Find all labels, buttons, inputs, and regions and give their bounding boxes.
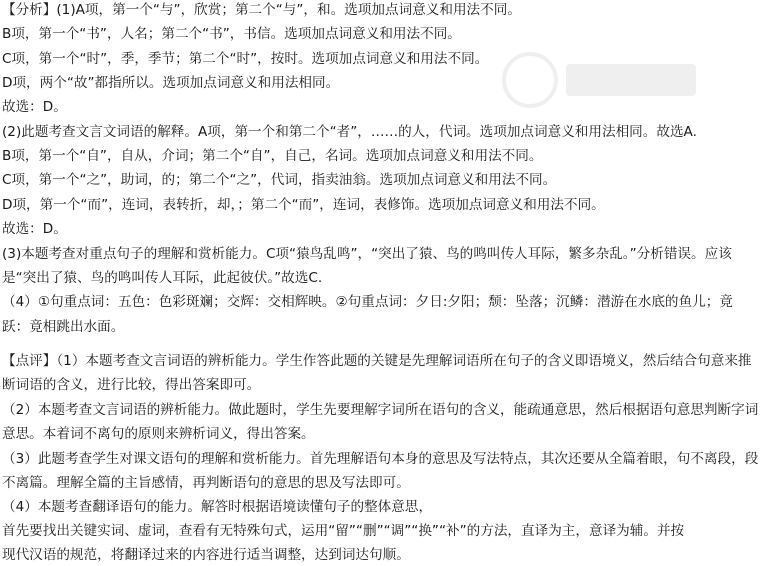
comment-line: 断词语的含义，进行比较，得出答案即可。 bbox=[2, 377, 261, 393]
analysis-line: 是“突出了猿、鸟的鸣叫传人耳际，此起彼伏。”故选C. bbox=[2, 270, 323, 286]
comment-line: 不离篇。理解全篇的主旨感情，再判断语句的意思的思及写法即可。 bbox=[2, 475, 410, 491]
comment-line: （4）本题考查翻译语句的能力。解答时根据语境读懂句子的整体意思， bbox=[2, 499, 433, 515]
analysis-line: D项，两个“故”都指所以。选项加点词意义和用法相同。 bbox=[2, 75, 340, 91]
comment-line: （2）本题考查文言词语的辨析能力。做此题时，学生先要理解字词所在语句的含义，能疏通意思，然后根据语句意思判断字词 bbox=[2, 402, 759, 418]
comment-line: （3）此题考查学生对课文语句的理解和赏析能力。首先理解语句本身的意思及写法特点，其次还要从全篇着眼，句不离段，段 bbox=[2, 451, 759, 467]
analysis-line: （4）①句重点词：五色：色彩斑斓；交辉：交相辉映。②句重点词：夕日:夕阳；颓：坠落；沉鳞：潜游在水底的鱼儿；竟 bbox=[2, 294, 733, 310]
analysis-line: 故选：D。 bbox=[2, 99, 67, 115]
analysis-line: B项，第一个“自”，自从，介词；第二个“自”，自己，名词。选项加点词意义和用法不同。 bbox=[2, 148, 543, 164]
watermark-graphic bbox=[500, 40, 710, 120]
analysis-line: (2)此题考查文言文词语的解释。A项，第一个和第二个“者”，……的人，代词。选项加点词意义和用法相同。故选A. bbox=[2, 124, 697, 140]
comment-line: 【点评】（1）本题考查文言词语的辨析能力。学生作答此题的关键是先理解词语所在句子的含义即语境义，然后结合句意来推 bbox=[2, 353, 752, 369]
comment-line: 首先要找出关键实词、虚词，查看有无特殊句式，运用“留”“删”“调”“换”“补”的方法，直译为主，意译为辅。并按 bbox=[2, 523, 685, 539]
analysis-line: C项，第一个“时”，季，季节；第二个“时”，按时。选项加点词意义和用法不同。 bbox=[2, 51, 489, 67]
comment-line: 意思。本着词不离句的原则来辨析词义，得出答案。 bbox=[2, 426, 315, 442]
analysis-line: (3)本题考查对重点句子的理解和赏析能力。C项“猿鸟乱鸣”，“突出了猿、鸟的鸣叫传人耳际，繁多杂乱。”分析错误。应该 bbox=[2, 246, 732, 262]
analysis-line: 故选：D。 bbox=[2, 221, 67, 237]
analysis-line: 【分析】(1)A项，第一个“与”，欣赏；第二个“与”，和。选项加点词意义和用法不同。 bbox=[2, 2, 521, 18]
analysis-line: C项，第一个“之”，助词，的；第二个“之”，代词，指卖油翁。选项加点词意义和用法不同。 bbox=[2, 172, 557, 188]
analysis-line: 跃：竟相跳出水面。 bbox=[2, 319, 125, 335]
analysis-line: B项，第一个“书”，人名；第二个“书”，书信。选项加点词意义和用法不同。 bbox=[2, 26, 461, 42]
analysis-line: D项，第一个“而”，连词，表转折，却，；第二个“而”，连词，表修饰。选项加点词意义和用法不同。 bbox=[2, 197, 605, 213]
comment-line: 现代汉语的规范，将翻译过来的内容进行适当调整，达到词达句顺。 bbox=[2, 547, 410, 563]
